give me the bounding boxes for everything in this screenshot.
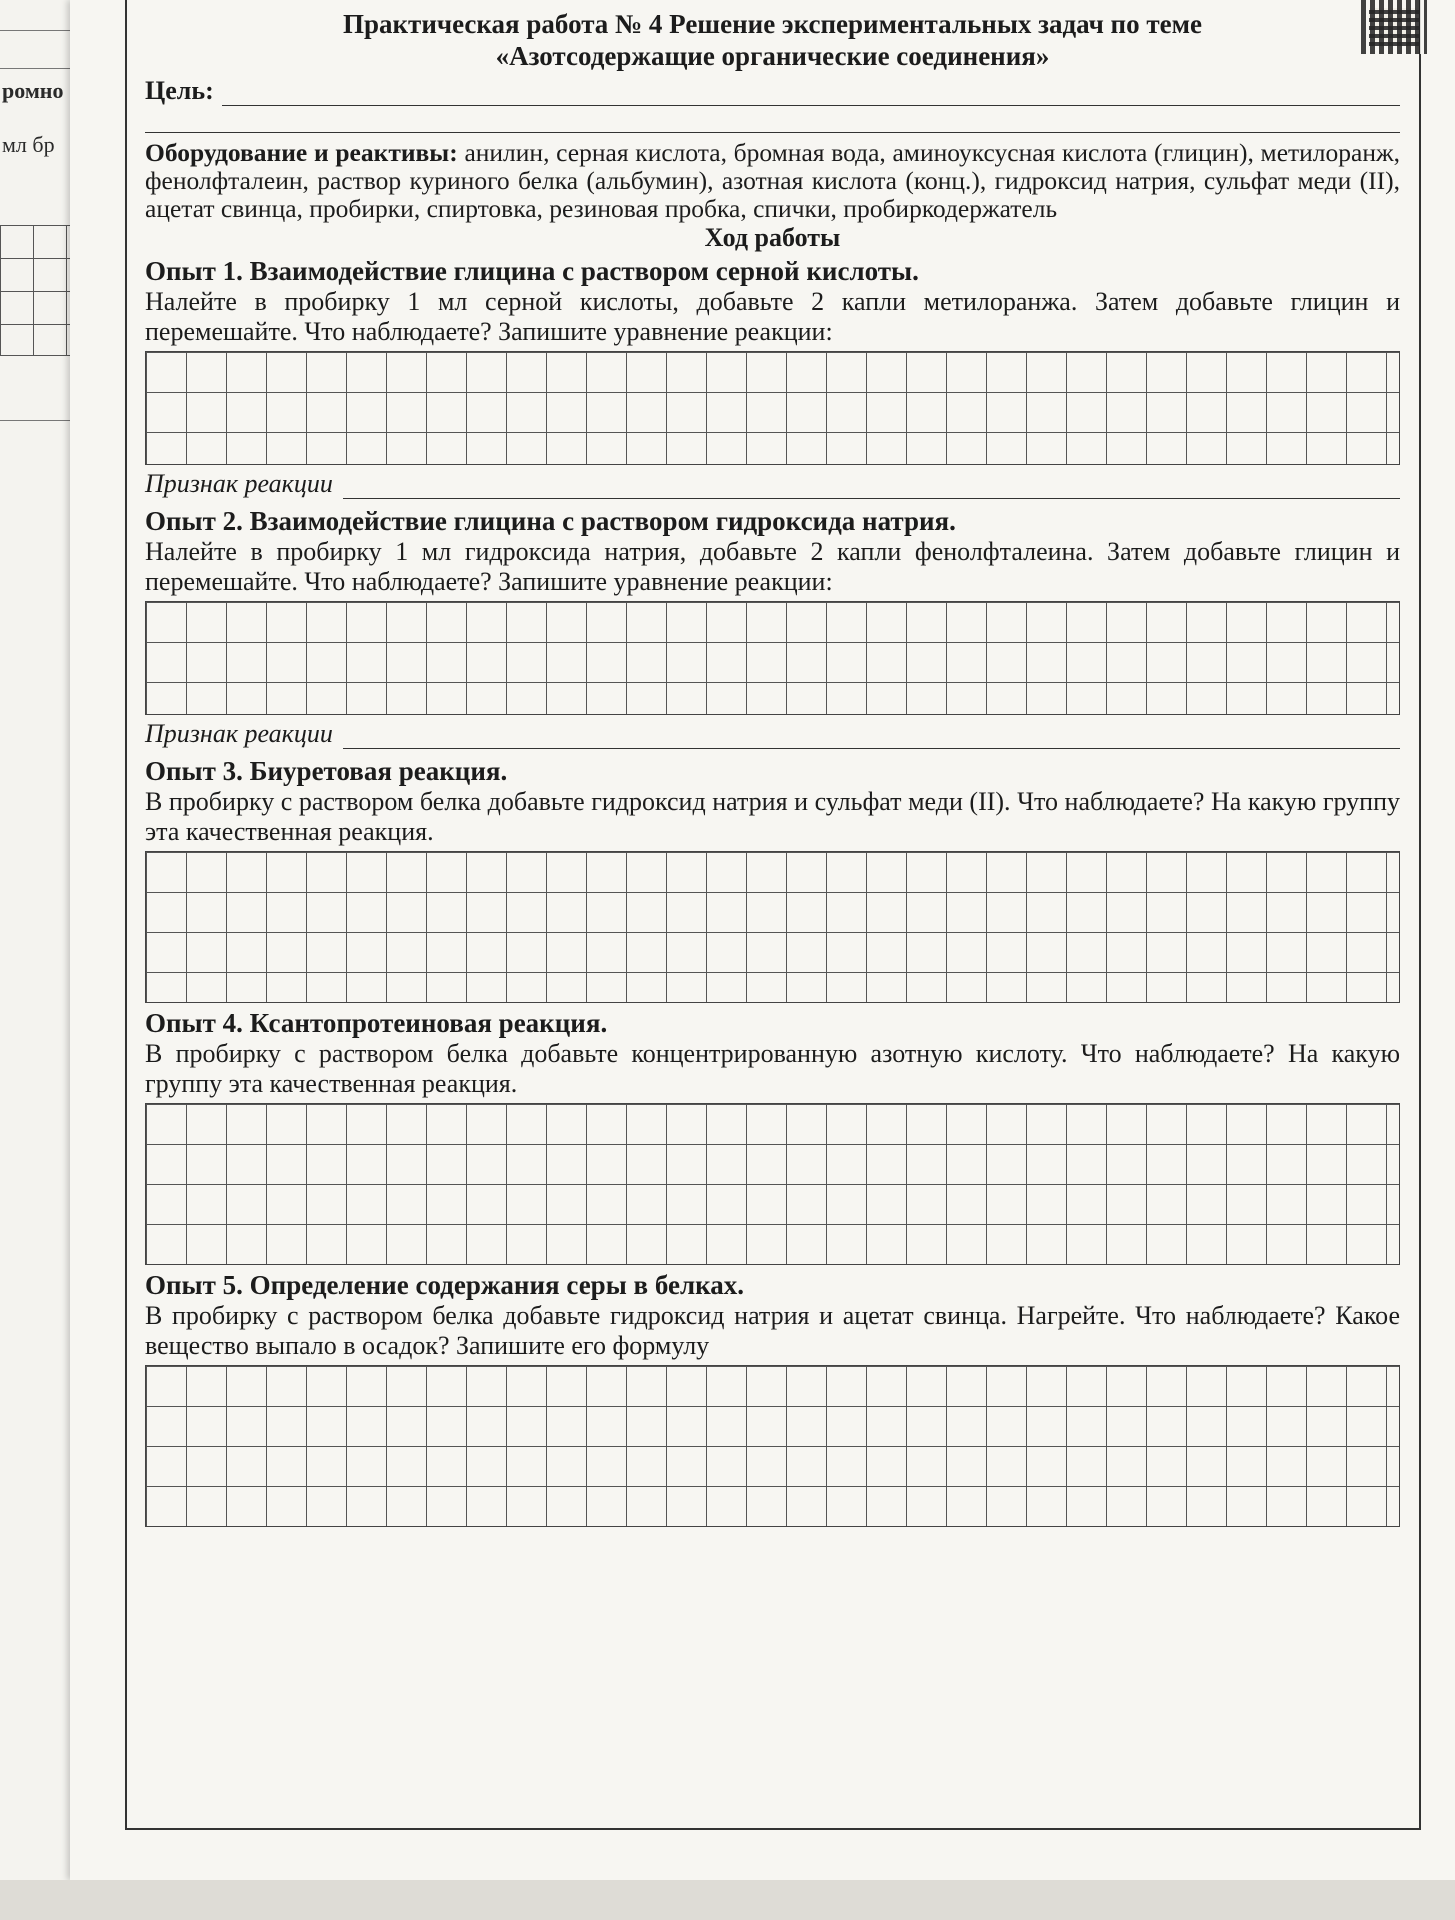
background-text-fragment: ромно: [2, 78, 64, 103]
title-line-1: Практическая работа № 4 Решение экспериментальных задач по теме: [342, 9, 1202, 39]
answer-grid[interactable]: [145, 351, 1400, 465]
experiment-title: Опыт 1. Взаимодействие глицина с раствором серной кислоты.: [145, 256, 919, 286]
title-line-2: «Азотсодержащие органические соединения»: [495, 41, 1050, 71]
answer-grid[interactable]: [145, 601, 1400, 715]
goal-answer-line-2[interactable]: [145, 106, 1400, 133]
experiment-1: [145, 255, 1400, 499]
answer-grid[interactable]: [145, 1365, 1400, 1527]
experiment-2: [145, 505, 1400, 749]
reaction-sign-label: Признак реакции: [145, 469, 333, 498]
reaction-sign-line[interactable]: [343, 726, 1400, 749]
equipment-paragraph: [145, 139, 1400, 223]
equipment-text: анилин, серная кислота, бромная вода, аминоуксусная кислота (глицин), метилоранж, фенолфталеин, раствор куриного белка (альбумин), азотная кислота (конц.), гидроксид натрия, сульфат меди (II), ацетат свинца, пробирки, спиртовка, резиновая пробка, спички, пробиркодержатель: [145, 138, 1400, 223]
background-text-fragment: мл бр: [2, 132, 55, 157]
reaction-sign-field[interactable]: [145, 719, 1400, 749]
experiment-instructions: В пробирку с раствором белка добавьте гидроксид натрия и сульфат меди (II). Что наблюдаете? На какую группу эта качественная реакция.: [145, 787, 1400, 846]
experiment-title: Опыт 5. Определение содержания серы в белках.: [145, 1270, 745, 1300]
table-surface: [0, 1880, 1455, 1920]
worksheet: [70, 0, 1455, 1880]
answer-grid[interactable]: [145, 1103, 1400, 1265]
worksheet-content: [145, 8, 1400, 1531]
experiment-instructions: Налейте в пробирку 1 мл гидроксида натрия, добавьте 2 капли фенолфталеина. Затем добавьте глицин и перемешайте. Что наблюдаете? Запишите уравнение реакции:: [145, 537, 1400, 596]
experiment-4: [145, 1007, 1400, 1265]
procedure-heading: Ход работы: [704, 223, 841, 252]
goal-label: Цель:: [145, 76, 214, 105]
reaction-sign-field[interactable]: [145, 469, 1400, 499]
experiment-3: [145, 755, 1400, 1003]
experiment-title: Опыт 3. Биуретовая реакция.: [145, 756, 508, 786]
page-title: [145, 8, 1400, 72]
goal-field[interactable]: [145, 76, 1400, 106]
experiment-5: [145, 1269, 1400, 1527]
reaction-sign-line[interactable]: [343, 476, 1400, 499]
experiment-title: Опыт 4. Ксантопротеиновая реакция.: [145, 1008, 608, 1038]
experiment-instructions: В пробирку с раствором белка добавьте гидроксид натрия и ацетат свинца. Нагрейте. Что наблюдаете? Какое вещество выпало в осадок? Запишите его формулу: [145, 1301, 1400, 1360]
experiment-instructions: Налейте в пробирку 1 мл серной кислоты, добавьте 2 капли метилоранжа. Затем добавьте глицин и перемешайте. Что наблюдаете? Запишите уравнение реакции:: [145, 287, 1400, 346]
experiment-instructions: В пробирку с раствором белка добавьте концентрированную азотную кислоту. Что наблюдаете? На какую группу эта качественная реакция.: [145, 1039, 1400, 1098]
reaction-sign-label: Признак реакции: [145, 719, 333, 748]
goal-answer-line[interactable]: [222, 81, 1400, 106]
experiment-title: Опыт 2. Взаимодействие глицина с раствором гидроксида натрия.: [145, 506, 956, 536]
answer-grid[interactable]: [145, 851, 1400, 1003]
equipment-label: Оборудование и реактивы:: [145, 138, 458, 167]
